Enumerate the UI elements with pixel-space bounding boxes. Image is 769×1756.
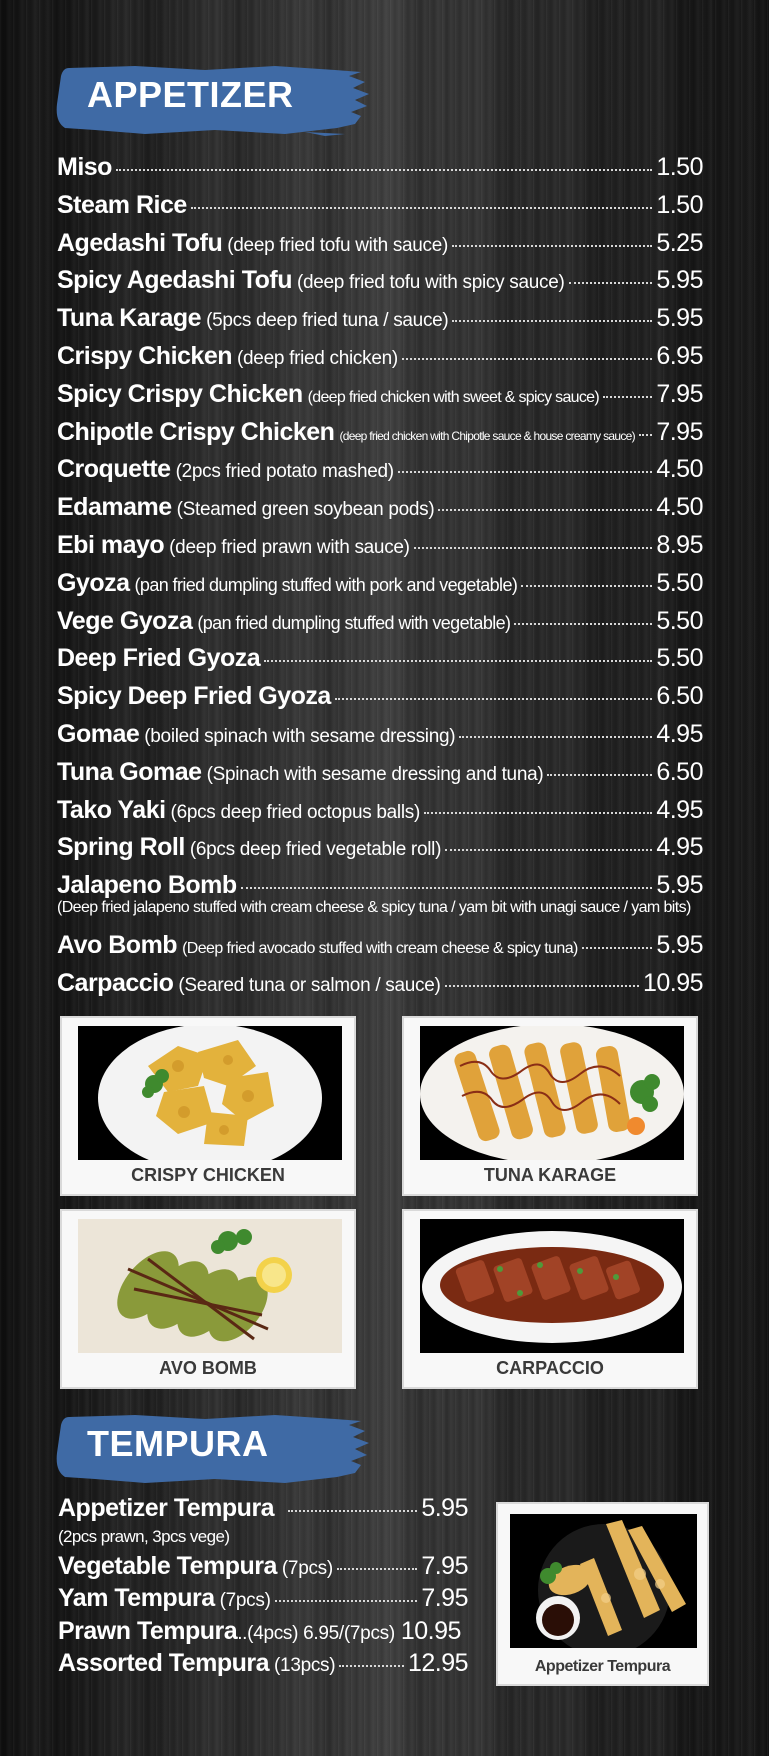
item-price: 1.50 xyxy=(656,190,703,219)
item-price: 4.95 xyxy=(656,795,703,824)
item-price: 6.50 xyxy=(656,757,703,786)
menu-item xyxy=(57,191,703,229)
item-price: 4.95 xyxy=(656,719,703,748)
item-price: 5.50 xyxy=(656,644,703,673)
food-photo xyxy=(78,1026,342,1160)
item-price: 5.95 xyxy=(656,304,703,333)
menu-item xyxy=(58,1584,468,1617)
item-description: (7pcs) xyxy=(219,1590,271,1611)
item-name: Deep Fried Gyoza xyxy=(57,644,261,673)
item-price: 6.50 xyxy=(656,682,703,711)
item-price: 5.95 xyxy=(656,266,703,295)
item-description: (2pcs fried potato mashed) xyxy=(175,461,394,483)
leader-dots xyxy=(337,1568,417,1570)
item-name: Spicy Deep Fried Gyoza xyxy=(57,682,331,711)
food-photo xyxy=(420,1219,684,1353)
item-name: Tako Yaki xyxy=(57,795,166,824)
menu-item xyxy=(57,758,703,796)
item-description: (deep fried tofu with sauce) xyxy=(227,234,449,256)
leader-dots xyxy=(275,1600,418,1602)
leader-dots xyxy=(264,660,652,662)
menu-item xyxy=(57,833,703,871)
menu-item xyxy=(58,1649,468,1682)
menu-item xyxy=(57,493,703,531)
food-photo xyxy=(78,1219,342,1353)
item-price: 7.95 xyxy=(656,379,703,408)
item-price: 7.95 xyxy=(421,1551,468,1580)
item-description: (6pcs deep fried octopus balls) xyxy=(170,801,421,823)
photo-caption: AVO BOMB xyxy=(159,1358,257,1378)
menu-item xyxy=(57,380,703,418)
appetizer-banner xyxy=(55,64,371,136)
menu-item xyxy=(57,418,703,456)
leader-dots xyxy=(438,509,652,511)
leader-dots xyxy=(603,396,652,398)
menu-item xyxy=(57,871,703,899)
leader-dots xyxy=(452,320,652,322)
item-price: 7.95 xyxy=(656,417,703,446)
leader-dots xyxy=(414,547,653,549)
item-description: (deep fried prawn with sauce) xyxy=(169,536,410,558)
menu-item xyxy=(57,266,703,304)
menu-item xyxy=(57,682,703,720)
photo-crispy-chicken xyxy=(60,1016,356,1196)
menu-item xyxy=(57,229,703,267)
item-name: Appetizer Tempura xyxy=(58,1494,275,1522)
leader-dots xyxy=(398,471,653,473)
item-price: 8.95 xyxy=(656,530,703,559)
item-note: (2pcs prawn, 3pcs vege) xyxy=(58,1526,230,1546)
menu-item xyxy=(57,796,703,834)
item-name: Vege Gyoza xyxy=(57,606,193,635)
item-price: 5.95 xyxy=(656,871,703,900)
item-price: 10.95 xyxy=(642,968,703,997)
photo-appetizer-tempura xyxy=(496,1502,709,1686)
item-price: 4.50 xyxy=(656,455,703,484)
tempura-banner xyxy=(55,1413,371,1485)
item-description: (pan fried dumpling stuffed with vegetable) xyxy=(197,612,511,633)
photo-caption: CARPACCIO xyxy=(496,1358,604,1378)
leader-dots xyxy=(639,434,652,436)
food-photo xyxy=(510,1514,697,1648)
item-description: (boiled spinach with sesame dressing) xyxy=(144,725,456,747)
appetizer-title: APPETIZER xyxy=(87,74,294,115)
item-description: (deep fried chicken with Chipotle sauce & house creamy sauce) xyxy=(339,428,635,443)
item-price: 1.50 xyxy=(656,153,703,181)
menu-item xyxy=(57,569,703,607)
menu-item xyxy=(57,455,703,493)
item-name: Carpaccio xyxy=(57,968,174,997)
menu-item xyxy=(58,1552,468,1585)
leader-dots xyxy=(547,774,652,776)
leader-dots xyxy=(514,623,652,625)
item-name: Avo Bomb xyxy=(57,931,178,960)
item-name: Croquette xyxy=(57,455,171,484)
menu-item xyxy=(57,720,703,758)
item-description: (Deep fried avocado stuffed with cream cheese & spicy tuna) xyxy=(182,940,578,958)
photo-avo-bomb xyxy=(60,1209,356,1389)
leader-dots xyxy=(445,849,652,851)
leader-dots xyxy=(335,698,653,700)
item-name: Jalapeno Bomb xyxy=(57,871,237,900)
leader-dots xyxy=(339,1665,404,1667)
leader-dots xyxy=(569,282,653,284)
menu-item xyxy=(57,342,703,380)
menu-item xyxy=(57,931,703,969)
item-name: Gomae xyxy=(57,719,140,748)
menu-item xyxy=(57,969,703,1007)
item-description: (deep fried tofu with spicy sauce) xyxy=(296,272,565,294)
item-name: Chipotle Crispy Chicken xyxy=(57,417,335,446)
item-name: Spring Roll xyxy=(57,833,185,862)
item-price: 7.95 xyxy=(421,1584,468,1612)
item-name: Tuna Karage xyxy=(57,304,202,333)
item-description: (7pcs) xyxy=(281,1557,333,1579)
photo-caption: Appetizer Tempura xyxy=(534,1658,671,1675)
item-price: 4.50 xyxy=(656,493,703,522)
item-name: Tuna Gomae xyxy=(57,757,202,786)
menu-item xyxy=(57,304,703,342)
item-price: 12.95 xyxy=(407,1649,468,1677)
item-description: (deep fried chicken) xyxy=(237,347,398,369)
leader-dots xyxy=(582,947,653,949)
item-name: Gyoza xyxy=(57,568,130,597)
leader-dots xyxy=(424,812,652,814)
leader-dots xyxy=(288,1510,417,1512)
item-note: (Deep fried jalapeno stuffed with cream cheese & spicy tuna / yam bit with unagi sauce / yam bits) xyxy=(57,899,691,917)
leader-dots xyxy=(452,245,652,247)
photo-tuna-karage xyxy=(402,1016,698,1196)
item-description: (Steamed green soybean pods) xyxy=(176,499,435,521)
item-name: Steam Rice xyxy=(57,190,187,219)
leader-dots xyxy=(445,985,639,987)
item-name: Miso xyxy=(57,153,112,181)
item-name: Edamame xyxy=(57,493,172,522)
item-name: Assorted Tempura xyxy=(58,1649,270,1677)
item-price: 6.95 xyxy=(656,341,703,370)
food-photo xyxy=(420,1026,684,1160)
leader-dots xyxy=(459,736,652,738)
item-price: 5.50 xyxy=(656,606,703,635)
item-price: 5.25 xyxy=(656,228,703,257)
item-price: 5.95 xyxy=(421,1494,468,1522)
item-description: ..(4pcs) 6.95/(7pcs) xyxy=(237,1622,395,1644)
item-description: (5pcs deep fried tuna / sauce) xyxy=(206,310,449,332)
item-name: Prawn Tempura xyxy=(58,1616,238,1645)
item-description: (Seared tuna or salmon / sauce) xyxy=(178,974,441,996)
leader-dots xyxy=(402,358,652,360)
photo-caption: CRISPY CHICKEN xyxy=(131,1165,285,1185)
item-name: Spicy Crispy Chicken xyxy=(57,379,303,408)
item-description: (deep fried chicken with sweet & spicy sauce) xyxy=(307,388,599,406)
menu-item xyxy=(57,644,703,682)
leader-dots xyxy=(521,585,652,587)
item-description: (pan fried dumpling stuffed with pork and vegetable) xyxy=(134,574,518,595)
item-name: Ebi mayo xyxy=(57,530,165,559)
menu-item xyxy=(57,153,703,191)
leader-dots xyxy=(191,207,653,209)
item-price: 5.95 xyxy=(656,931,703,960)
appetizer-menu xyxy=(57,153,703,1007)
item-price: 10.95 xyxy=(400,1616,461,1645)
item-price: 5.50 xyxy=(656,568,703,597)
menu-item xyxy=(57,607,703,645)
item-name: Crispy Chicken xyxy=(57,341,233,370)
photo-caption: TUNA KARAGE xyxy=(483,1165,617,1185)
item-name: Agedashi Tofu xyxy=(57,228,223,257)
item-name: Spicy Agedashi Tofu xyxy=(57,266,292,295)
item-description: (13pcs) xyxy=(274,1655,336,1676)
menu-item xyxy=(58,1494,468,1527)
item-name: Yam Tempura xyxy=(58,1584,215,1612)
item-description: (6pcs deep fried vegetable roll) xyxy=(189,839,442,861)
tempura-title: TEMPURA xyxy=(87,1423,269,1464)
leader-dots xyxy=(116,169,652,171)
tempura-menu xyxy=(58,1494,468,1682)
photo-carpaccio xyxy=(402,1209,698,1389)
item-price: 4.95 xyxy=(656,833,703,862)
item-name: Vegetable Tempura xyxy=(58,1551,277,1580)
item-description: (Spinach with sesame dressing and tuna) xyxy=(206,763,544,785)
menu-item xyxy=(57,531,703,569)
menu-item xyxy=(58,1617,468,1650)
leader-dots xyxy=(241,887,653,889)
